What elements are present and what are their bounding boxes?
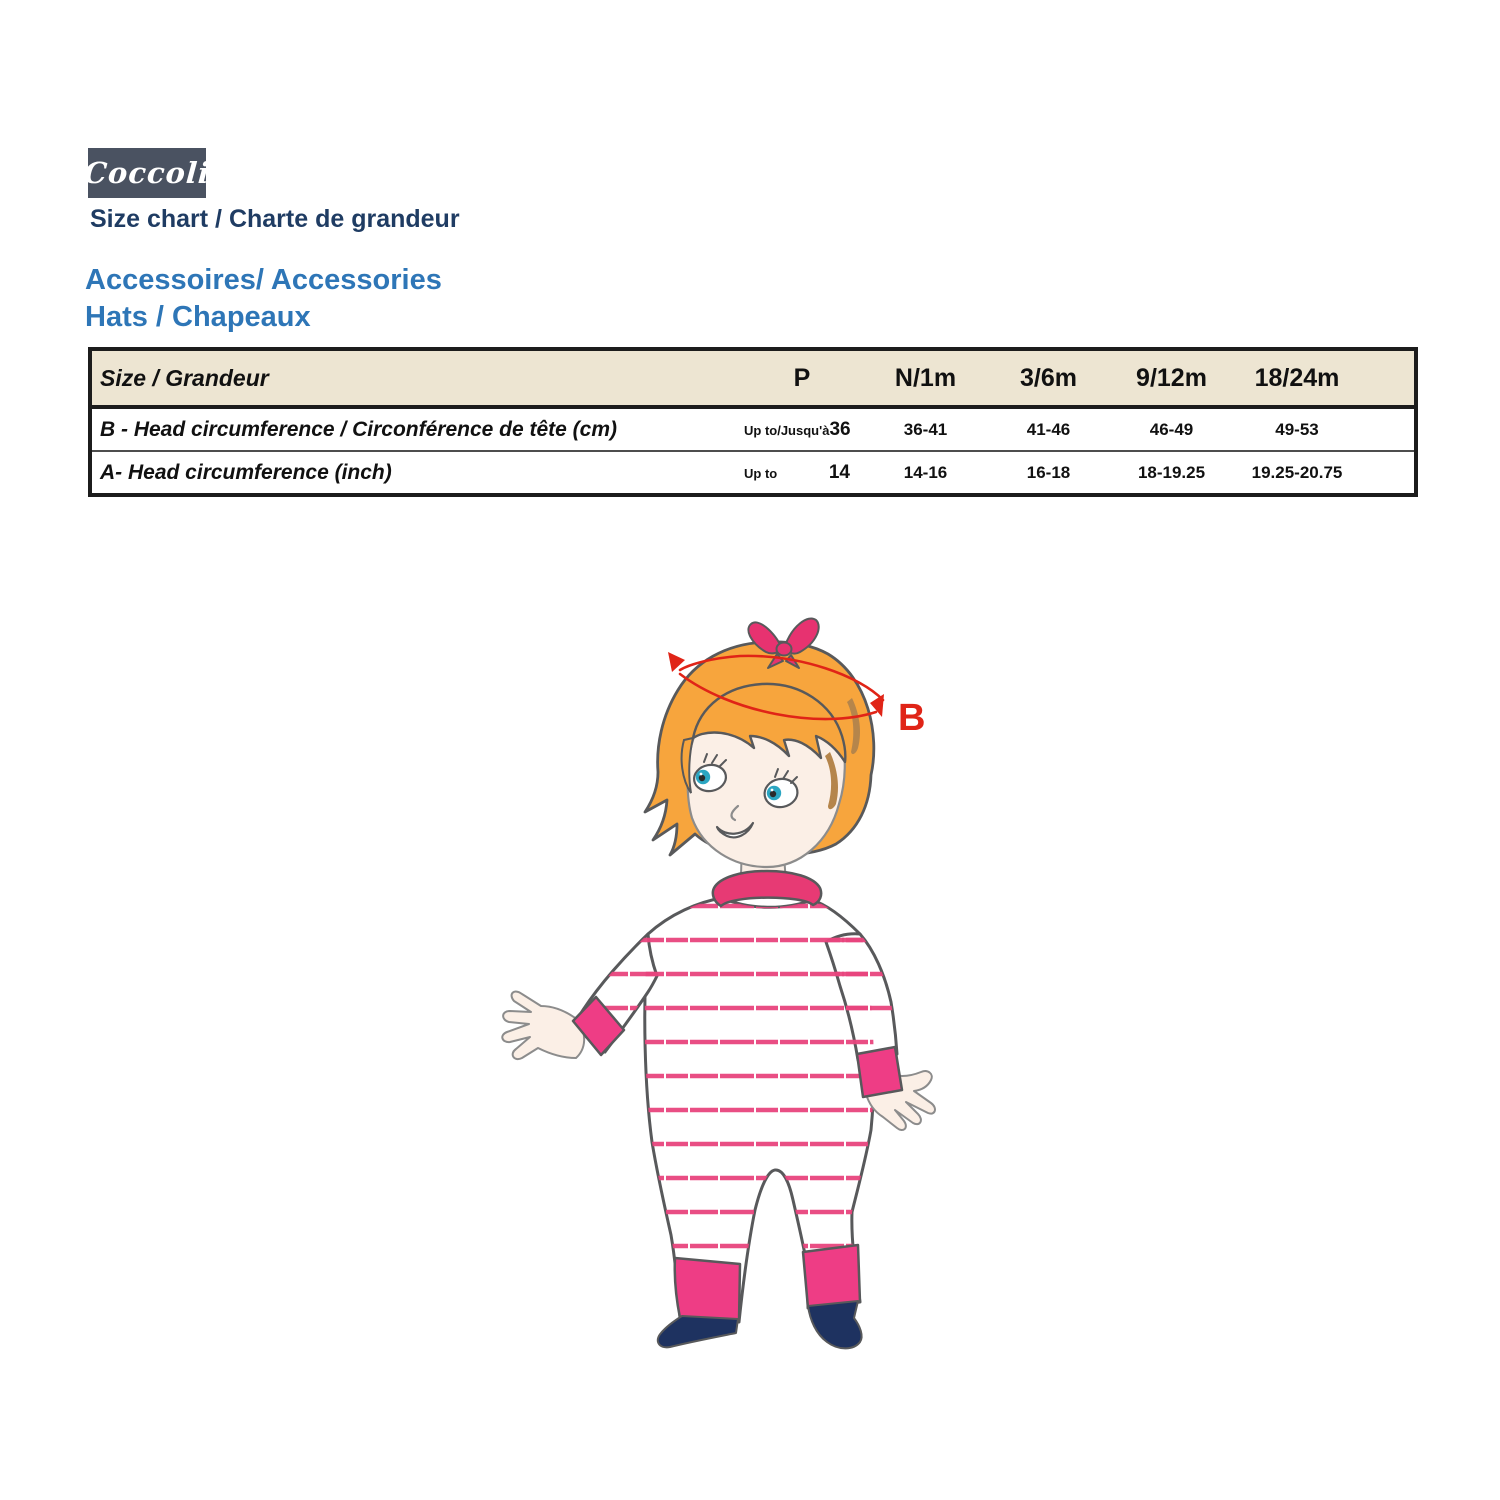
section-heading-accessories: Accessoires/ Accessories — [85, 264, 442, 296]
left-hand — [502, 992, 584, 1060]
section-heading-hats: Hats / Chapeaux — [85, 301, 311, 333]
row-label-inch: A- Head circumference (inch) — [100, 460, 392, 484]
child-illustration — [490, 590, 960, 1365]
cell-cm-36m: 41-46 — [1026, 419, 1071, 439]
onesie — [550, 898, 920, 1322]
cell-inch-n1m: 14-16 — [903, 462, 948, 482]
cell-cm-1824m: 49-53 — [1275, 419, 1319, 439]
row-label-cm: B - Head circumference / Circonférence de tête (cm) — [100, 417, 618, 441]
cell-inch-p-value: 14 — [828, 461, 850, 483]
table-row-head-circumference-inch — [92, 452, 1414, 493]
size-table-header-row — [92, 351, 1414, 409]
page-title: Size chart / Charte de grandeur — [90, 205, 460, 233]
column-header-1824m: 18/24m — [1254, 363, 1340, 392]
cell-inch-912m: 18-19.25 — [1137, 462, 1206, 482]
size-table-header-label: Size / Grandeur — [100, 364, 269, 391]
cell-cm-p — [740, 419, 864, 441]
size-table — [88, 347, 1418, 497]
cell-inch-p — [740, 462, 864, 484]
cell-cm-p-prefix: Up to/Jusqu'à — [744, 422, 830, 438]
right-wrist-cuff — [857, 1047, 902, 1097]
right-ankle-cuff — [803, 1245, 860, 1308]
cell-cm-912m: 46-49 — [1149, 419, 1194, 439]
cell-inch-36m: 16-18 — [1026, 462, 1071, 482]
cell-cm-n1m: 36-41 — [903, 419, 948, 439]
column-header-n1m: N/1m — [894, 363, 957, 392]
left-foot-sock — [658, 1316, 738, 1347]
cell-inch-1824m: 19.25-20.75 — [1251, 462, 1343, 482]
cell-inch-p-prefix: Up to — [744, 465, 778, 481]
column-header-36m: 3/6m — [1020, 363, 1077, 392]
collar — [713, 871, 821, 906]
head — [645, 642, 874, 867]
cell-cm-p-value: 36 — [829, 418, 851, 440]
table-row-head-circumference-cm — [92, 409, 1414, 452]
left-ankle-cuff — [675, 1258, 740, 1322]
child-illustration-svg — [490, 590, 960, 1365]
right-foot-sock — [808, 1301, 862, 1348]
brand-logo — [82, 148, 212, 198]
column-header-p: P — [793, 363, 811, 392]
measurement-label-b: B — [898, 697, 926, 739]
column-header-912m: 9/12m — [1136, 363, 1207, 392]
brand-logo-text: Coccoli — [82, 156, 212, 190]
